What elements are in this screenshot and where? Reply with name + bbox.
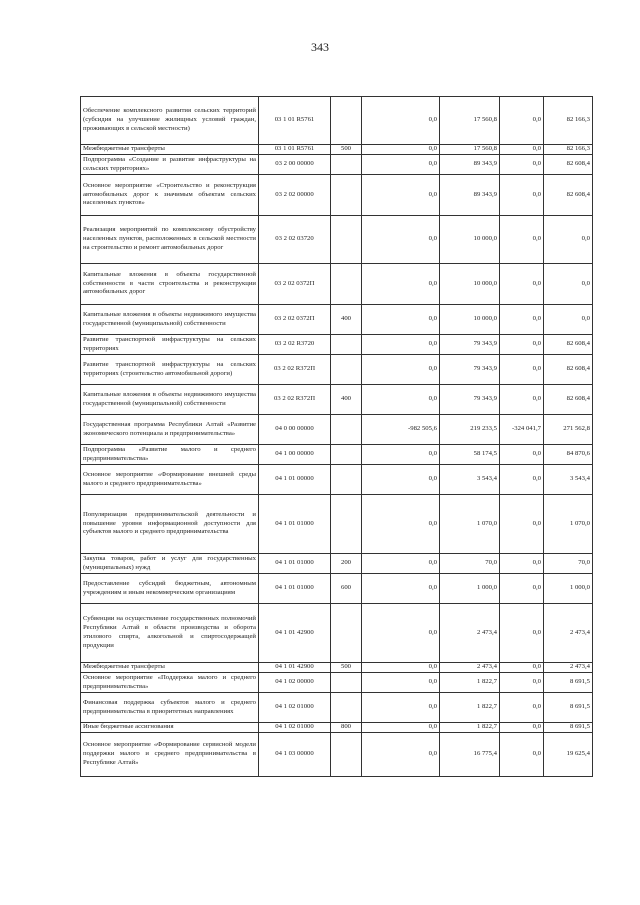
row-name: Субвенции на осуществление государственных полномочий Республики Алтай в области производства и оборота этилового спирта, алкогольной и спиртосодержащей продукции [81, 604, 259, 663]
row-expense-type: 400 [331, 305, 362, 335]
row-name: Подпрограмма «Развитие малого и среднего предпринимательства» [81, 445, 259, 465]
row-amount-2: 2 473,4 [544, 663, 593, 673]
row-amount-2: 1 070,0 [544, 495, 593, 554]
row-amount-1: 1 070,0 [440, 495, 500, 554]
row-amount-change-1: 0,0 [362, 305, 440, 335]
row-amount-1: 89 343,9 [440, 175, 500, 216]
row-amount-change-1: 0,0 [362, 673, 440, 693]
table-row [81, 465, 593, 495]
row-name: Обеспечение комплексного развития сельских территорий (субсидия на улучшение жилищных условий граждан, проживающих в сельской местности) [81, 97, 259, 145]
row-amount-change-2: -324 041,7 [500, 415, 544, 445]
row-amount-change-2: 0,0 [500, 145, 544, 155]
table-row [81, 216, 593, 264]
table-row [81, 574, 593, 604]
row-amount-change-1: 0,0 [362, 216, 440, 264]
row-amount-change-2: 0,0 [500, 574, 544, 604]
row-name: Межбюджетные трансферты [81, 663, 259, 673]
row-amount-change-1: 0,0 [362, 175, 440, 216]
row-amount-1: 3 543,4 [440, 465, 500, 495]
row-amount-change-1: 0,0 [362, 145, 440, 155]
row-expense-type: 500 [331, 663, 362, 673]
row-amount-change-1: 0,0 [362, 574, 440, 604]
row-amount-1: 2 473,4 [440, 604, 500, 663]
row-amount-2: 8 691,5 [544, 673, 593, 693]
row-amount-change-2: 0,0 [500, 305, 544, 335]
row-code: 03 1 01 R5761 [259, 97, 331, 145]
row-code: 04 1 00 00000 [259, 445, 331, 465]
row-expense-type [331, 604, 362, 663]
row-amount-change-2: 0,0 [500, 97, 544, 145]
table-row [81, 385, 593, 415]
row-expense-type: 500 [331, 145, 362, 155]
row-expense-type [331, 264, 362, 305]
row-amount-1: 1 822,7 [440, 693, 500, 723]
row-amount-1: 1 822,7 [440, 723, 500, 733]
table-row [81, 663, 593, 673]
row-amount-1: 219 233,5 [440, 415, 500, 445]
row-expense-type: 600 [331, 574, 362, 604]
row-amount-change-2: 0,0 [500, 385, 544, 415]
row-expense-type: 200 [331, 554, 362, 574]
row-expense-type [331, 216, 362, 264]
table-row [81, 673, 593, 693]
row-amount-change-2: 0,0 [500, 733, 544, 777]
row-amount-2: 82 608,4 [544, 355, 593, 385]
row-amount-change-2: 0,0 [500, 445, 544, 465]
row-amount-change-2: 0,0 [500, 604, 544, 663]
row-name: Межбюджетные трансферты [81, 145, 259, 155]
row-expense-type [331, 693, 362, 723]
row-amount-change-2: 0,0 [500, 465, 544, 495]
row-name: Основное мероприятие «Строительство и реконструкция автомобильных дорог к значимым объектам сельских населенных пунктов» [81, 175, 259, 216]
budget-table [80, 96, 593, 777]
table-row [81, 97, 593, 145]
row-amount-change-1: 0,0 [362, 733, 440, 777]
row-expense-type [331, 495, 362, 554]
table-row [81, 604, 593, 663]
row-code: 03 2 02 R3720 [259, 335, 331, 355]
row-name: Популяризация предпринимательской деятельности и повышение уровня информационной доступности для субъектов малого и среднего предпринимательства [81, 495, 259, 554]
row-code: 04 1 01 00000 [259, 465, 331, 495]
row-amount-1: 1 000,0 [440, 574, 500, 604]
row-code: 04 1 01 01000 [259, 574, 331, 604]
row-amount-change-1: 0,0 [362, 723, 440, 733]
row-amount-2: 0,0 [544, 264, 593, 305]
row-amount-change-1: 0,0 [362, 335, 440, 355]
row-amount-2: 19 625,4 [544, 733, 593, 777]
row-amount-change-2: 0,0 [500, 723, 544, 733]
row-code: 03 1 01 R5761 [259, 145, 331, 155]
row-name: Реализация мероприятий по комплексному обустройству населенных пунктов, расположенных в сельской местности на строительство и ремонт автомобильных дорог [81, 216, 259, 264]
row-amount-1: 89 343,9 [440, 155, 500, 175]
table-row [81, 733, 593, 777]
row-amount-1: 2 473,4 [440, 663, 500, 673]
row-name: Капитальные вложения в объекты недвижимого имущества государственной (муниципальной) собственности [81, 385, 259, 415]
row-expense-type [331, 673, 362, 693]
row-amount-change-2: 0,0 [500, 335, 544, 355]
row-code: 04 1 01 42900 [259, 604, 331, 663]
row-name: Основное мероприятие «Поддержка малого и среднего предпринимательства» [81, 673, 259, 693]
table-row [81, 305, 593, 335]
row-expense-type [331, 335, 362, 355]
row-expense-type [331, 175, 362, 216]
row-amount-change-1: 0,0 [362, 604, 440, 663]
table-body [81, 97, 593, 777]
row-amount-change-2: 0,0 [500, 693, 544, 723]
row-code: 03 2 02 R372П [259, 385, 331, 415]
row-expense-type [331, 733, 362, 777]
row-code: 04 1 02 00000 [259, 673, 331, 693]
row-amount-change-2: 0,0 [500, 355, 544, 385]
row-expense-type: 400 [331, 385, 362, 415]
row-amount-2: 82 608,4 [544, 385, 593, 415]
row-name: Основное мероприятие «Формирование внешней среды малого и среднего предпринимательства» [81, 465, 259, 495]
table-row [81, 175, 593, 216]
row-amount-2: 82 166,3 [544, 97, 593, 145]
row-code: 03 2 02 0372П [259, 264, 331, 305]
row-amount-change-1: 0,0 [362, 264, 440, 305]
row-amount-change-2: 0,0 [500, 663, 544, 673]
row-expense-type [331, 415, 362, 445]
row-amount-1: 1 822,7 [440, 673, 500, 693]
row-amount-2: 1 000,0 [544, 574, 593, 604]
row-amount-2: 82 608,4 [544, 335, 593, 355]
row-code: 04 1 01 01000 [259, 554, 331, 574]
row-amount-2: 82 608,4 [544, 155, 593, 175]
row-amount-change-1: 0,0 [362, 445, 440, 465]
row-expense-type [331, 97, 362, 145]
row-name: Развитие транспортной инфраструктуры на сельских территориях (строительство автомобильной дороги) [81, 355, 259, 385]
row-code: 03 2 02 0372П [259, 305, 331, 335]
row-amount-change-2: 0,0 [500, 175, 544, 216]
row-amount-1: 10 000,0 [440, 264, 500, 305]
row-amount-2: 0,0 [544, 216, 593, 264]
row-amount-change-2: 0,0 [500, 264, 544, 305]
table-row [81, 145, 593, 155]
row-amount-change-1: 0,0 [362, 97, 440, 145]
row-name: Иные бюджетные ассигнования [81, 723, 259, 733]
row-amount-1: 10 000,0 [440, 305, 500, 335]
row-amount-change-1: 0,0 [362, 385, 440, 415]
table-row [81, 335, 593, 355]
row-amount-2: 271 562,8 [544, 415, 593, 445]
row-amount-change-1: 0,0 [362, 465, 440, 495]
row-expense-type [331, 445, 362, 465]
row-amount-2: 0,0 [544, 305, 593, 335]
row-code: 04 0 00 00000 [259, 415, 331, 445]
row-code: 04 1 03 00000 [259, 733, 331, 777]
row-amount-1: 10 000,0 [440, 216, 500, 264]
row-code: 04 1 02 01000 [259, 693, 331, 723]
row-name: Капитальные вложения в объекты недвижимого имущества государственной (муниципальной) собственности [81, 305, 259, 335]
row-amount-2: 8 691,5 [544, 723, 593, 733]
row-name: Развитие транспортной инфраструктуры на сельских территориях [81, 335, 259, 355]
row-code: 03 2 02 03720 [259, 216, 331, 264]
row-amount-change-1: 0,0 [362, 663, 440, 673]
row-name: Государственная программа Республики Алтай «Развитие экономического потенциала и предпринимательства» [81, 415, 259, 445]
row-amount-change-1: 0,0 [362, 554, 440, 574]
row-amount-2: 3 543,4 [544, 465, 593, 495]
row-code: 04 1 02 01000 [259, 723, 331, 733]
row-expense-type [331, 155, 362, 175]
row-amount-2: 84 870,6 [544, 445, 593, 465]
row-amount-1: 58 174,5 [440, 445, 500, 465]
row-code: 04 1 01 42900 [259, 663, 331, 673]
row-name: Капитальные вложения в объекты государственной собственности в части строительства и реконструкции автомобильных дорог [81, 264, 259, 305]
table-row [81, 445, 593, 465]
row-amount-2: 8 691,5 [544, 693, 593, 723]
row-code: 03 2 02 R372П [259, 355, 331, 385]
table-row [81, 415, 593, 445]
row-name: Основное мероприятие «Формирование сервисной модели поддержки малого и среднего предпринимательства в Республике Алтай» [81, 733, 259, 777]
row-amount-2: 70,0 [544, 554, 593, 574]
row-amount-2: 82 166,3 [544, 145, 593, 155]
row-amount-2: 82 608,4 [544, 175, 593, 216]
row-code: 03 2 00 00000 [259, 155, 331, 175]
row-amount-2: 2 473,4 [544, 604, 593, 663]
row-amount-1: 70,0 [440, 554, 500, 574]
row-expense-type [331, 355, 362, 385]
row-name: Финансовая поддержка субъектов малого и среднего предпринимательства в приоритетных направлениях [81, 693, 259, 723]
table-row [81, 693, 593, 723]
row-amount-change-2: 0,0 [500, 554, 544, 574]
table-row [81, 155, 593, 175]
row-amount-1: 79 343,9 [440, 355, 500, 385]
row-name: Подпрограмма «Создание и развитие инфраструктуры на сельских территориях» [81, 155, 259, 175]
row-amount-change-1: -982 505,6 [362, 415, 440, 445]
page-number: 343 [311, 40, 329, 54]
row-amount-1: 17 560,8 [440, 145, 500, 155]
row-expense-type: 800 [331, 723, 362, 733]
row-name: Закупка товаров, работ и услуг для государственных (муниципальных) нужд [81, 554, 259, 574]
row-amount-change-2: 0,0 [500, 216, 544, 264]
table-row [81, 495, 593, 554]
row-amount-change-1: 0,0 [362, 155, 440, 175]
row-amount-1: 16 775,4 [440, 733, 500, 777]
row-amount-1: 79 343,9 [440, 385, 500, 415]
row-name: Предоставление субсидий бюджетным, автономным учреждениям и иным некоммерческим организациям [81, 574, 259, 604]
table-row [81, 355, 593, 385]
row-amount-change-2: 0,0 [500, 155, 544, 175]
row-code: 04 1 01 01000 [259, 495, 331, 554]
row-amount-change-1: 0,0 [362, 693, 440, 723]
row-amount-change-1: 0,0 [362, 355, 440, 385]
table-row [81, 723, 593, 733]
row-amount-change-2: 0,0 [500, 495, 544, 554]
row-amount-change-2: 0,0 [500, 673, 544, 693]
row-amount-1: 17 560,8 [440, 97, 500, 145]
row-code: 03 2 02 00000 [259, 175, 331, 216]
row-amount-1: 79 343,9 [440, 335, 500, 355]
table-row [81, 554, 593, 574]
row-amount-change-1: 0,0 [362, 495, 440, 554]
row-expense-type [331, 465, 362, 495]
table-row [81, 264, 593, 305]
